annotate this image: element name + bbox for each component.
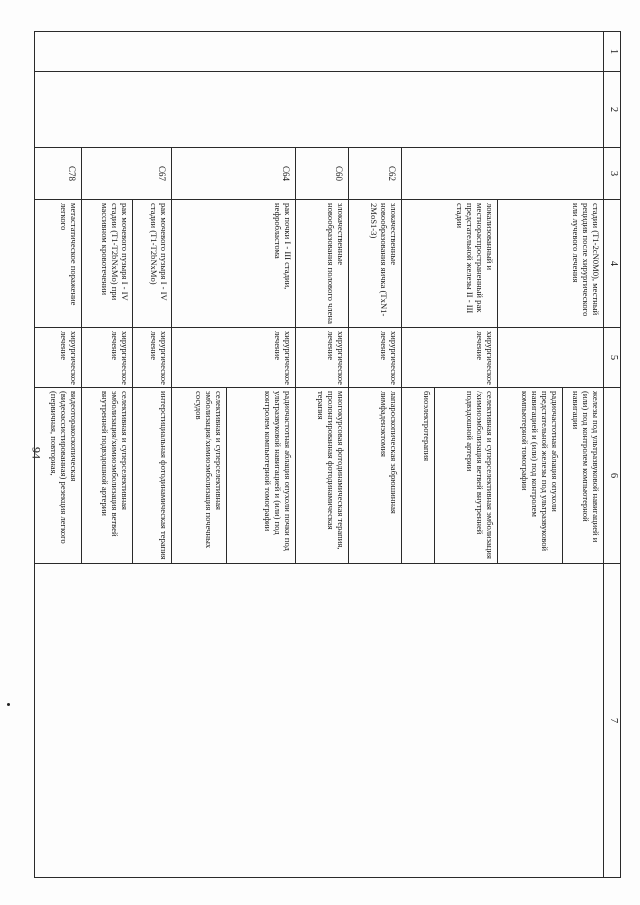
cell-col2 xyxy=(35,72,604,148)
scan-artifact-dot xyxy=(7,703,10,706)
method-cell: лапароскопическая забрюшинная лимфаденэктомия xyxy=(349,388,402,564)
cell-col1 xyxy=(35,32,604,72)
model-cell: локализованный и местнораспространенный рак предстательной железы II - III стадии xyxy=(402,200,498,328)
column-number-4: 4 xyxy=(604,200,621,328)
column-number-6: 6 xyxy=(604,388,621,564)
column-number-row xyxy=(604,32,621,878)
code-cell: C78 xyxy=(35,148,82,200)
column-number-7: 7 xyxy=(604,564,621,878)
method-cell: многокурсовая фотодинамическая терапия, пролонгированная фотодинамическая терапия xyxy=(296,388,349,564)
treatment-type-cell: хирургическое лечение xyxy=(133,328,172,388)
column-number-2: 2 xyxy=(604,72,621,148)
code-cell: C67 xyxy=(82,148,172,200)
model-cell: злокачественные новообразования яичка (TxN1-2MoS1-3) xyxy=(349,200,402,328)
treatment-type-cell xyxy=(498,328,604,388)
method-cell: видеоторакоскопическая (видеоассистированная) резекция легкого (первичная, повторная, xyxy=(35,388,82,564)
method-cell: селективная и суперселективная эмболизация/химиоэмболизация почечных сосудов xyxy=(172,388,227,564)
code-cell xyxy=(402,148,604,200)
code-cell: C64 xyxy=(172,148,296,200)
model-cell: метастатическое поражение легкого xyxy=(35,200,82,328)
code-cell: C60 xyxy=(296,148,349,200)
column-number-5: 5 xyxy=(604,328,621,388)
cell-col7 xyxy=(35,564,604,878)
model-cell: стадии (T1-2cN0M0), местный рецидив после хирургического или лучевого лечения xyxy=(498,200,604,328)
treatment-type-cell: хирургическое лечение xyxy=(172,328,296,388)
rotated-table-container xyxy=(48,31,621,877)
model-cell: рак мочевого пузыря I - IV стадии (T1-T2bNxMo) xyxy=(133,200,172,328)
treatment-type-cell: хирургическое лечение xyxy=(35,328,82,388)
method-cell: радиочастотная аблация опухоли почки под ультразвуковой навигацией и (или) под контролем компьютерной томографии xyxy=(227,388,296,564)
treatment-table xyxy=(34,31,621,878)
column-number-3: 3 xyxy=(604,148,621,200)
code-cell: C62 xyxy=(349,148,402,200)
model-cell: рак почки I - III стадии, нефробластома xyxy=(172,200,296,328)
model-cell: рак мочевого пузыря I - IV стадии (T1-T2bNxMo) при массивном кровотечении xyxy=(82,200,133,328)
column-number-1: 1 xyxy=(604,32,621,72)
treatment-type-cell: хирургическое лечение xyxy=(402,328,498,388)
method-cell: радиочастотная аблация опухоли предстательной железы под ультразвуковой навигацией и (или) под контролем компьютерной томографии xyxy=(498,388,563,564)
method-cell: селективная и суперселективная эмболизация/химиоэмболизация ветвей внутренней подвздошной артерии xyxy=(82,388,133,564)
method-cell: интерстициальная фотодинамическая терапия xyxy=(133,388,172,564)
method-cell: биоэлектротерапия xyxy=(402,388,435,564)
page-number: 94 xyxy=(29,447,44,459)
table-row xyxy=(563,32,604,878)
method-cell: селективная и суперселективная эмболизация /химиоэмболизация ветвей внутренней подвздошной артерии xyxy=(435,388,498,564)
model-cell: злокачественные новообразования полового члена xyxy=(296,200,349,328)
treatment-type-cell: хирургическое лечение xyxy=(296,328,349,388)
treatment-type-cell: хирургическое лечение xyxy=(82,328,133,388)
treatment-type-cell: хирургическое лечение xyxy=(349,328,402,388)
method-cell: железы под ультразвуковой навигацией и (или) под контролем компьютерной навигации xyxy=(563,388,604,564)
